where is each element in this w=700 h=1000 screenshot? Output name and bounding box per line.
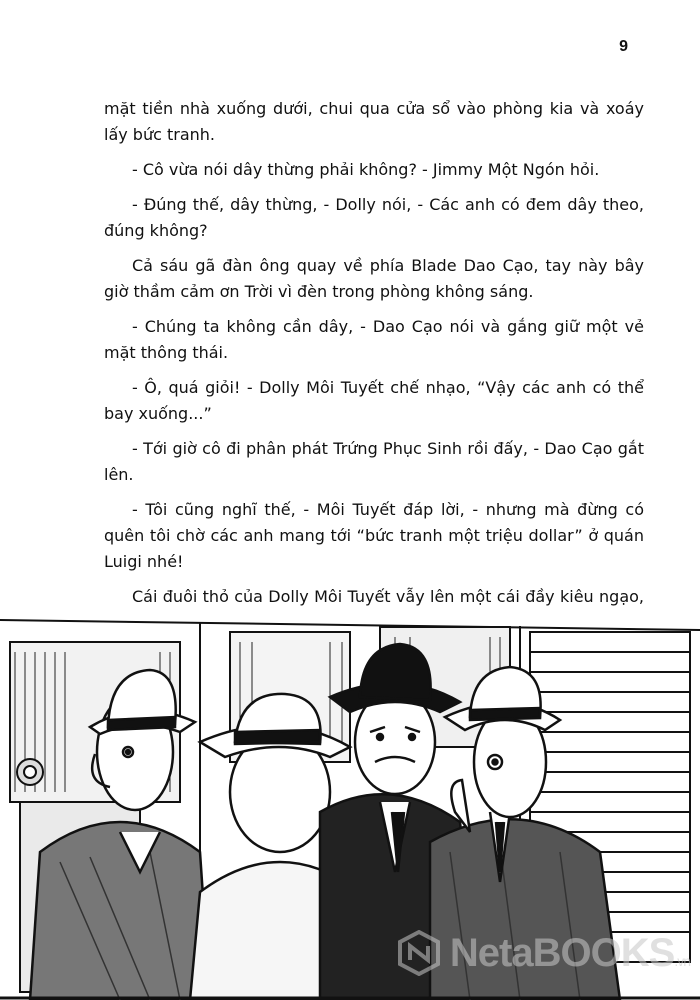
body-text xyxy=(104,96,644,645)
door-knob xyxy=(17,759,43,785)
watermark-text xyxy=(450,931,690,976)
hexagon-logo-icon xyxy=(396,930,442,976)
paragraph-7: - Tới giờ cô đi phân phát Trứng Phục Sinh rồi đấy, - Dao Cạo gắt lên. xyxy=(104,439,644,484)
paragraph-3: - Đúng thế, dây thừng, - Dolly nói, - Các anh có đem dây theo, đúng không? xyxy=(104,195,644,240)
paragraph-8: - Tôi cũng nghĩ thế, - Môi Tuyết đáp lời, - nhưng mà đừng có quên tôi chờ các anh mang tới “bức tranh một triệu dollar” ở quán Luigi nhé! xyxy=(104,500,644,571)
paragraph-6: - Ô, quá giỏi! - Dolly Môi Tuyết chế nhạo, “Vậy các anh có thể bay xuống...” xyxy=(104,378,644,423)
paragraph-2: - Cô vừa nói dây thừng phải không? - Jimmy Một Ngón hỏi. xyxy=(132,160,600,179)
watermark-suffix: .vn xyxy=(674,952,690,969)
paragraph-5: - Chúng ta không cần dây, - Dao Cạo nói và gắng giữ một vẻ mặt thông thái. xyxy=(104,317,644,362)
watermark xyxy=(396,930,690,976)
paragraph-9: Cái đuôi thỏ của Dolly Môi Tuyết vẫy lên một cái đầy kiêu ngạo, xyxy=(132,587,644,606)
page-number: 9 xyxy=(619,38,628,55)
paragraph-4: Cả sáu gã đàn ông quay về phía Blade Dao Cạo, tay này bây giờ thầm cảm ơn Trời vì đèn trong phòng không sáng. xyxy=(104,256,644,301)
paragraph-1: mặt tiền nhà xuống dưới, chui qua cửa sổ vào phòng kia và xoáy lấy bức tranh. xyxy=(104,99,644,144)
watermark-brand: NetaBOOKS xyxy=(449,930,675,975)
